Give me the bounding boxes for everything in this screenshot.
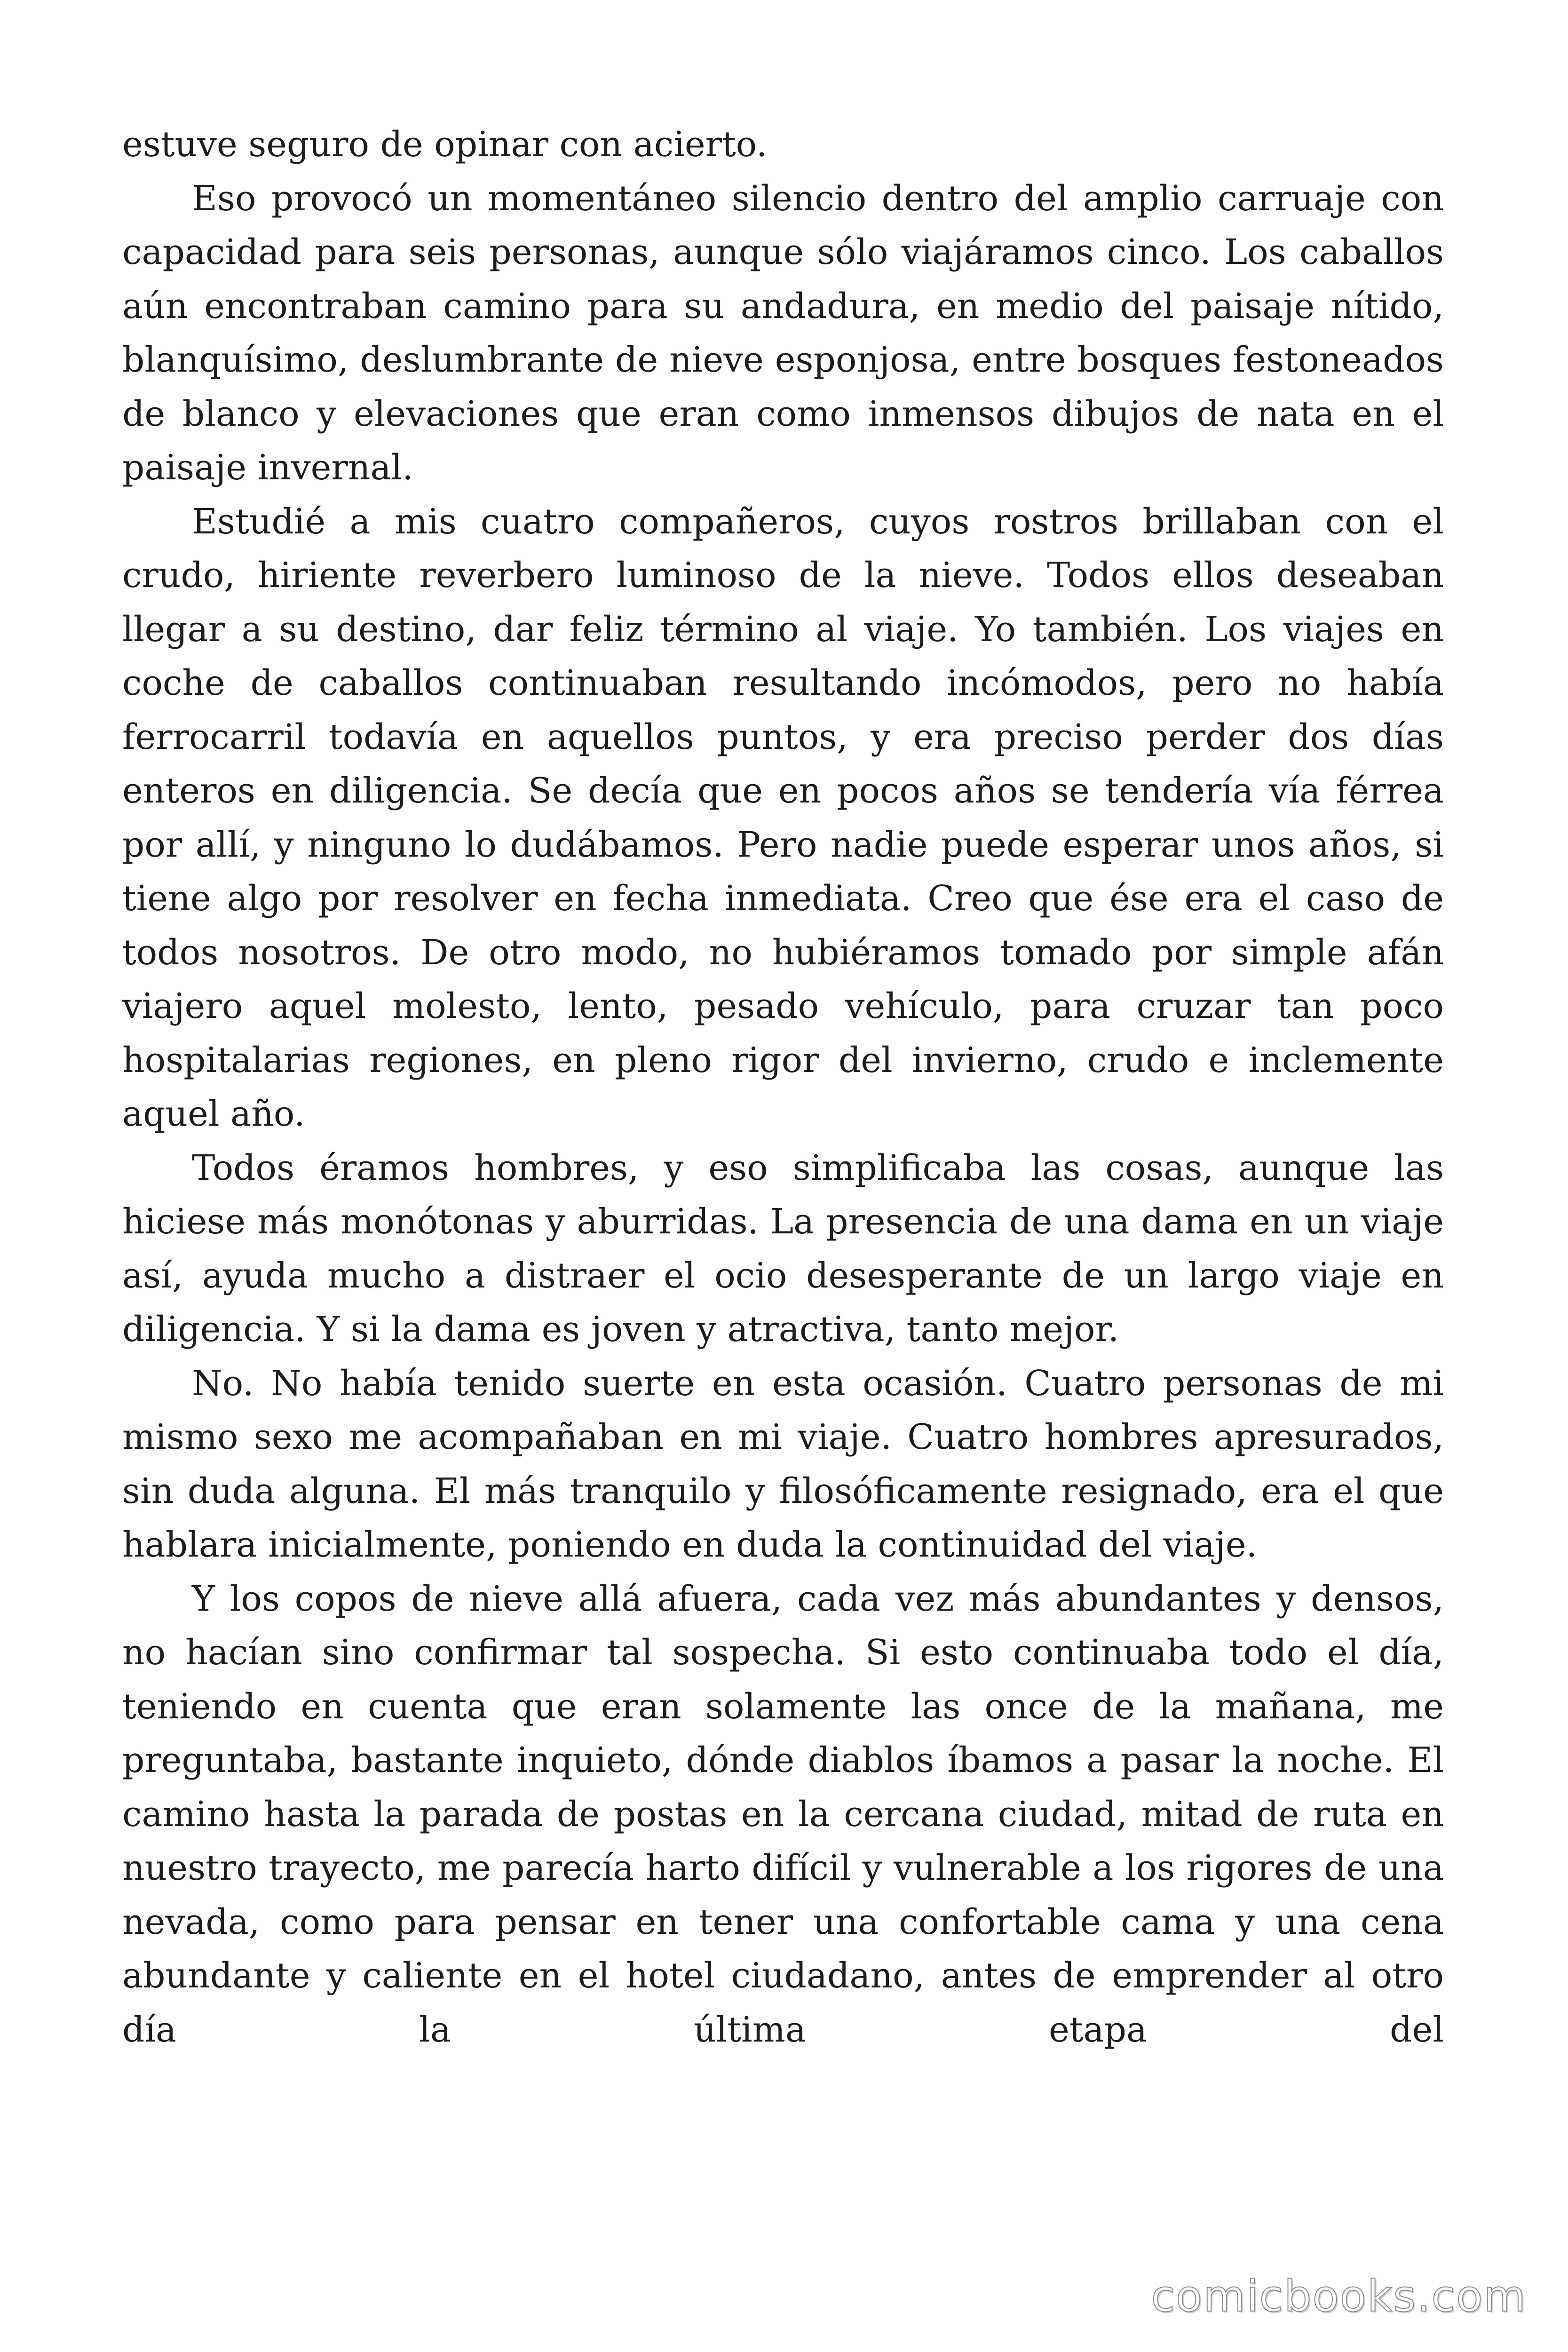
paragraph-continuation: estuve seguro de opinar con acierto.: [122, 124, 768, 165]
page-body: [122, 118, 1444, 2206]
paragraph-no-luck: No. No había tenido suerte en esta ocasión. Cuatro personas de mi mismo sexo me acompañaban en mi viaje. Cuatro hombres apresurados, sin duda alguna. El más tranquilo y filosóficamente resignado, era el que hablara inicialmente, poniendo en duda la continuidad del viaje.: [122, 1363, 1444, 1565]
paragraph-companions: Estudié a mis cuatro compañeros, cuyos rostros brillaban con el crudo, hiriente reverbero luminoso de la nieve. Todos ellos deseaban llegar a su destino, dar feliz término al viaje. Yo también. Los viajes en coche de caballos continuaban resultando incómodos, pero no había ferrocarril todavía en aquellos puntos, y era preciso perder dos días enteros en diligencia. Se decía que en pocos años se tendería vía férrea por allí, y ninguno lo dudábamos. Pero nadie puede esperar unos años, si tiene algo por resolver en fecha inmediata. Creo que ése era el caso de todos nosotros. De otro modo, no hubiéramos tomado por simple afán viajero aquel molesto, lento, pesado vehículo, para cruzar tan poco hospitalarias regiones, en pleno rigor del invierno, crudo e inclemente aquel año.: [122, 501, 1444, 1134]
paragraph-carriage: Eso provocó un momentáneo silencio dentro del amplio carruaje con capacidad para seis personas, aunque sólo viajáramos cinco. Los caballos aún encontraban camino para su andadura, en medio del paisaje nítido, blanquísimo, deslumbrante de nieve esponjosa, entre bosques festoneados de blanco y elevaciones que eran como inmensos dibujos de nata en el paisaje invernal.: [122, 178, 1444, 488]
paragraph-snowflakes: Y los copos de nieve allá afuera, cada vez más abundantes y densos, no hacían sino confirmar tal sospecha. Si esto continuaba todo el día, teniendo en cuenta que eran solamente las once de la mañana, me preguntaba, bastante inquieto, dónde diablos íbamos a pasar la noche. El camino hasta la parada de postas en la cercana ciudad, mitad de ruta en nuestro trayecto, me parecía harto difícil y vulnerable a los rigores de una nevada, como para pensar en tener una confortable cama y una cena abundante y caliente en el hotel ciudadano, antes de emprender al otro día la última etapa del: [122, 1578, 1444, 2050]
paragraph-all-men: Todos éramos hombres, y eso simplificaba las cosas, aunque las hiciese más monótonas y aburridas. La presencia de una dama en un viaje así, ayuda mucho a distraer el ocio desesperante de un largo viaje en diligencia. Y si la dama es joven y atractiva, tanto mejor.: [122, 1147, 1444, 1350]
watermark: comicbooks.com: [1151, 2271, 1527, 2321]
